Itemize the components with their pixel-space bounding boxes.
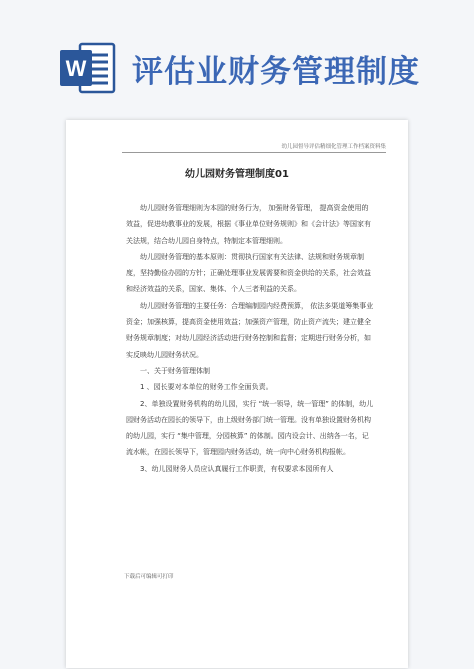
paragraph: 1 、园长要对本单位的财务工作全面负责。 [140,383,273,392]
paragraph: 3、幼儿园财务人员应认真履行工作职责，有权要求本园所有人 [140,464,334,473]
paragraph: 幼儿园财务管理的基本原则：贯彻执行国家有关法律、法规和财务规章制度，坚持勤俭办园的方针；正确处理事业发展需要和资金供给的关系，社会效益和经济效益的关系，国家、集体、个人三者利益的关系。 [126,252,371,294]
header-divider [122,152,386,153]
banner-title: 评估业财务管理制度 [132,54,420,90]
banner [0,0,474,118]
document-body [126,200,374,477]
word-icon [58,40,118,96]
document-title: 幼儿园财务管理制度01 [185,169,289,180]
paragraph: 幼儿园财务管理细则为本园的财务行为， 加强财务管理， 提高资金使用的效益，促进幼教事业的发展，根据《事业单位财务规则》和《会计法》等国家有关法规，结合幼儿园自身特点，特制定本管理细则。 [126,204,371,245]
section-heading: 一、关于财务管理体制 [140,366,210,375]
header-note: 幼儿园督导评估精细化管理工作档案资料集 [281,144,386,150]
paragraph: 2、单独设置财务机构的幼儿园，实行 “统一领导，统一管理” 的体制，幼儿园财务活动在园长的领导下，由上级财务部门统一管理。没有单独设置财务机构的幼儿园，实行 “集中管理，分园核算” 的体制。园内设会计、出纳各一名，记流水帐，在园长领导下，管理园内财务活动，统一向中心财务机构报帐。 [126,399,374,457]
word-icon-letter: W [65,56,87,81]
footer-note: 下载后可编辑可打印 [124,574,174,580]
document-page [66,120,408,668]
paragraph: 幼儿园财务管理的主要任务：合理编制园内经费预算， 依法多渠道筹集事业资金；加强核算，提高资金使用效益；加强资产管理，防止资产流失；建立健全财务规章制度；对幼儿园经济活动进行财务控制和监督；定期进行财务分析，如实反映幼儿园财务状况。 [126,301,374,359]
